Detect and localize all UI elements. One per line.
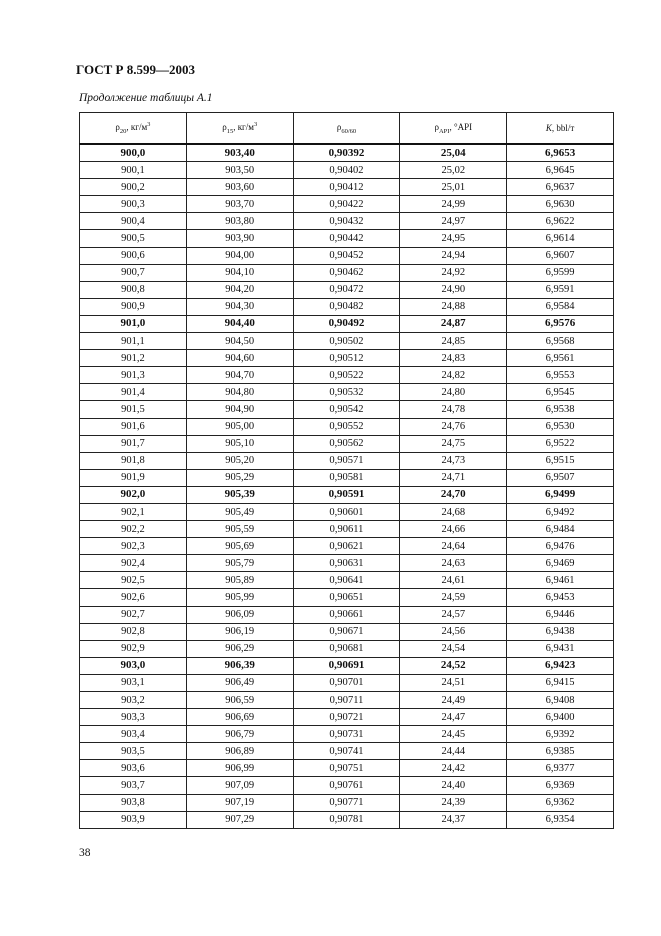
table-cell: 900,8 [80,281,187,298]
table-cell: 0,90512 [293,350,400,367]
table-cell: 24,52 [400,657,507,674]
table-cell: 24,76 [400,418,507,435]
page-number: 38 [79,847,91,859]
table-cell: 902,1 [80,503,187,520]
table-cell: 900,6 [80,247,187,264]
table-cell: 900,7 [80,264,187,281]
table-cell: 902,0 [80,486,187,503]
table-cell: 0,90532 [293,384,400,401]
table-cell: 905,89 [186,572,293,589]
table-cell: 905,20 [186,452,293,469]
table-row [80,486,614,503]
table-row [80,777,614,794]
table-cell: 0,90581 [293,469,400,486]
table-cell: 24,95 [400,230,507,247]
table-cell: 902,3 [80,538,187,555]
table-cell: 902,8 [80,623,187,640]
table-cell: 6,9622 [507,213,614,230]
table-cell: 6,9362 [507,794,614,811]
table-cell: 6,9484 [507,521,614,538]
table-cell: 24,40 [400,777,507,794]
table-cell: 6,9545 [507,384,614,401]
table-cell: 24,70 [400,486,507,503]
table-cell: 901,0 [80,315,187,332]
table-cell: 0,90681 [293,640,400,657]
table-caption: Продолжение таблицы А.1 [79,92,213,104]
table-cell: 6,9507 [507,469,614,486]
table-row [80,281,614,298]
table-cell: 0,90781 [293,811,400,828]
table-cell: 24,57 [400,606,507,623]
table-row [80,350,614,367]
column-symbol: ρ [222,122,227,133]
table-cell: 0,90631 [293,555,400,572]
table-cell: 24,71 [400,469,507,486]
table-cell: 0,90701 [293,674,400,691]
table-cell: 24,80 [400,384,507,401]
table-cell: 0,90761 [293,777,400,794]
table-cell: 905,39 [186,486,293,503]
table-cell: 0,90731 [293,726,400,743]
table-cell: 0,90571 [293,452,400,469]
table-cell: 906,99 [186,760,293,777]
table-cell: 24,63 [400,555,507,572]
table-cell: 905,00 [186,418,293,435]
table-cell: 24,82 [400,367,507,384]
table-cell: 6,9599 [507,264,614,281]
table-cell: 25,04 [400,144,507,162]
table-cell: 906,09 [186,606,293,623]
table-cell: 902,4 [80,555,187,572]
table-cell: 900,4 [80,213,187,230]
table-cell: 904,50 [186,333,293,350]
table-cell: 24,75 [400,435,507,452]
table-cell: 6,9645 [507,162,614,179]
table-cell: 0,90601 [293,503,400,520]
table-cell: 903,70 [186,196,293,213]
table-cell: 905,69 [186,538,293,555]
table-cell: 6,9438 [507,623,614,640]
table-cell: 901,3 [80,367,187,384]
table-cell: 903,4 [80,726,187,743]
column-symbol: K [545,123,552,133]
table-cell: 907,29 [186,811,293,828]
table-cell: 6,9515 [507,452,614,469]
table-cell: 904,20 [186,281,293,298]
column-subscript: API [438,127,450,135]
table-row [80,367,614,384]
table-cell: 904,10 [186,264,293,281]
table-cell: 6,9431 [507,640,614,657]
table-cell: 902,2 [80,521,187,538]
table-cell: 904,80 [186,384,293,401]
table-cell: 903,0 [80,657,187,674]
column-header [400,113,507,145]
table-cell: 906,79 [186,726,293,743]
table-row [80,401,614,418]
table-cell: 900,9 [80,298,187,315]
table-cell: 904,90 [186,401,293,418]
table-cell: 901,4 [80,384,187,401]
table-row [80,384,614,401]
table-row [80,811,614,828]
table-cell: 905,79 [186,555,293,572]
table-cell: 24,47 [400,709,507,726]
table-cell: 900,3 [80,196,187,213]
table-cell: 901,2 [80,350,187,367]
table-row [80,674,614,691]
table-cell: 25,01 [400,179,507,196]
table-row [80,298,614,315]
table-cell: 6,9369 [507,777,614,794]
table-cell: 0,90442 [293,230,400,247]
column-header [507,113,614,145]
table-cell: 905,99 [186,589,293,606]
table-row [80,521,614,538]
table-cell: 904,30 [186,298,293,315]
table-cell: 0,90661 [293,606,400,623]
table-cell: 902,5 [80,572,187,589]
table-cell: 24,87 [400,315,507,332]
table-cell: 24,64 [400,538,507,555]
table-cell: 6,9568 [507,333,614,350]
table-cell: 902,7 [80,606,187,623]
table-cell: 907,09 [186,777,293,794]
table-cell: 904,40 [186,315,293,332]
column-subscript: 20 [119,127,127,135]
table-cell: 0,90771 [293,794,400,811]
table-cell: 901,9 [80,469,187,486]
table-row [80,794,614,811]
table-cell: 0,90482 [293,298,400,315]
table-row [80,606,614,623]
table-cell: 903,9 [80,811,187,828]
column-unit: , кг/м [233,122,254,133]
table-cell: 6,9653 [507,144,614,162]
table-cell: 6,9553 [507,367,614,384]
table-cell: 903,8 [80,794,187,811]
column-unit: , кг/м [126,122,148,133]
table-cell: 0,90651 [293,589,400,606]
table-cell: 0,90691 [293,657,400,674]
table-row [80,469,614,486]
column-symbol: ρ [434,121,439,132]
table-cell: 0,90412 [293,179,400,196]
table-cell: 0,90721 [293,709,400,726]
column-unit: , °API [449,121,473,132]
table-cell: 6,9377 [507,760,614,777]
table-cell: 24,94 [400,247,507,264]
table-cell: 6,9385 [507,743,614,760]
table-cell: 24,59 [400,589,507,606]
table-row [80,435,614,452]
table-cell: 0,90611 [293,521,400,538]
table-cell: 24,51 [400,674,507,691]
table-cell: 24,66 [400,521,507,538]
table-row [80,144,614,162]
table-cell: 906,59 [186,692,293,709]
table-cell: 6,9354 [507,811,614,828]
table-row [80,162,614,179]
table-cell: 0,90741 [293,743,400,760]
table-cell: 6,9637 [507,179,614,196]
table-cell: 24,68 [400,503,507,520]
table-cell: 24,78 [400,401,507,418]
table-row [80,179,614,196]
table-cell: 24,49 [400,692,507,709]
table-cell: 902,9 [80,640,187,657]
table-row [80,743,614,760]
table-cell: 903,60 [186,179,293,196]
table-cell: 904,60 [186,350,293,367]
table-cell: 6,9476 [507,538,614,555]
table-cell: 900,2 [80,179,187,196]
table-row [80,213,614,230]
column-symbol: ρ [115,122,120,133]
table-cell: 900,5 [80,230,187,247]
table-cell: 6,9499 [507,486,614,503]
table-cell: 0,90671 [293,623,400,640]
table-cell: 6,9469 [507,555,614,572]
table-cell: 0,90492 [293,315,400,332]
table-cell: 901,6 [80,418,187,435]
table-cell: 0,90502 [293,333,400,350]
table-cell: 6,9415 [507,674,614,691]
table-cell: 25,02 [400,162,507,179]
table-cell: 903,2 [80,692,187,709]
table-header-row [80,113,614,145]
table-cell: 901,5 [80,401,187,418]
table-cell: 6,9584 [507,298,614,315]
table-cell: 0,90422 [293,196,400,213]
table-cell: 24,88 [400,298,507,315]
column-subscript: 15 [226,127,234,135]
table-row [80,247,614,264]
table-cell: 6,9461 [507,572,614,589]
table-cell: 0,90621 [293,538,400,555]
table-cell: 0,90711 [293,692,400,709]
table-cell: 903,40 [186,144,293,162]
table-cell: 6,9423 [507,657,614,674]
table-row [80,589,614,606]
table-cell: 6,9453 [507,589,614,606]
table-cell: 6,9538 [507,401,614,418]
table-cell: 6,9400 [507,709,614,726]
table-cell: 900,1 [80,162,187,179]
density-table [79,112,614,829]
column-header [80,113,187,145]
table-cell: 24,37 [400,811,507,828]
table-cell: 24,39 [400,794,507,811]
table-cell: 24,92 [400,264,507,281]
table-body [80,144,614,828]
table-row [80,572,614,589]
table-cell: 0,90432 [293,213,400,230]
table-cell: 901,1 [80,333,187,350]
table-cell: 0,90392 [293,144,400,162]
table-cell: 24,61 [400,572,507,589]
table-cell: 0,90641 [293,572,400,589]
table-cell: 906,69 [186,709,293,726]
table-cell: 904,00 [186,247,293,264]
table-cell: 0,90402 [293,162,400,179]
table-cell: 906,19 [186,623,293,640]
table-row [80,230,614,247]
table-cell: 6,9630 [507,196,614,213]
table-cell: 0,90591 [293,486,400,503]
table-row [80,640,614,657]
table-cell: 905,29 [186,469,293,486]
table-cell: 24,83 [400,350,507,367]
table-cell: 0,90522 [293,367,400,384]
document-title: ГОСТ Р 8.599—2003 [76,62,195,77]
table-cell: 901,8 [80,452,187,469]
table-cell: 906,49 [186,674,293,691]
table-row [80,264,614,281]
table-cell: 904,70 [186,367,293,384]
table-cell: 24,97 [400,213,507,230]
table-cell: 0,90462 [293,264,400,281]
table-cell: 6,9446 [507,606,614,623]
table-cell: 6,9522 [507,435,614,452]
table-row [80,196,614,213]
table-cell: 24,73 [400,452,507,469]
table-row [80,555,614,572]
table-row [80,623,614,640]
table-row [80,315,614,332]
table-cell: 6,9561 [507,350,614,367]
table-cell: 24,42 [400,760,507,777]
table-cell: 24,44 [400,743,507,760]
table-cell: 905,49 [186,503,293,520]
column-header [293,113,400,145]
table-cell: 0,90751 [293,760,400,777]
table-cell: 902,6 [80,589,187,606]
table-cell: 903,1 [80,674,187,691]
table-cell: 900,0 [80,144,187,162]
table-cell: 905,10 [186,435,293,452]
column-superscript: 3 [253,121,258,129]
table-row [80,726,614,743]
table-row [80,657,614,674]
table-row [80,452,614,469]
table-cell: 24,56 [400,623,507,640]
table-cell: 24,45 [400,726,507,743]
column-symbol: ρ [336,121,342,132]
table-cell: 0,90552 [293,418,400,435]
column-header [186,113,293,145]
table-cell: 903,7 [80,777,187,794]
table-cell: 905,59 [186,521,293,538]
table-row [80,709,614,726]
table-row [80,760,614,777]
table-row [80,538,614,555]
table-cell: 0,90452 [293,247,400,264]
table-cell: 906,39 [186,657,293,674]
table-cell: 24,99 [400,196,507,213]
table-row [80,333,614,350]
table-cell: 6,9530 [507,418,614,435]
table-cell: 24,85 [400,333,507,350]
table-cell: 903,50 [186,162,293,179]
table-cell: 6,9492 [507,503,614,520]
table-cell: 0,90472 [293,281,400,298]
table-cell: 903,80 [186,213,293,230]
column-unit: , bbl/т [551,123,575,133]
table-cell: 907,19 [186,794,293,811]
table-row [80,503,614,520]
table-cell: 903,3 [80,709,187,726]
table-row [80,692,614,709]
table-cell: 0,90542 [293,401,400,418]
table-cell: 6,9591 [507,281,614,298]
table-cell: 6,9607 [507,247,614,264]
table-row [80,418,614,435]
table-cell: 6,9576 [507,315,614,332]
table-cell: 901,7 [80,435,187,452]
table-cell: 903,90 [186,230,293,247]
table-cell: 6,9408 [507,692,614,709]
table-cell: 0,90562 [293,435,400,452]
column-subscript: 60/60 [341,127,357,135]
table-cell: 6,9392 [507,726,614,743]
table-cell: 24,54 [400,640,507,657]
table-cell: 903,6 [80,760,187,777]
table-cell: 906,29 [186,640,293,657]
table-cell: 903,5 [80,743,187,760]
table-cell: 6,9614 [507,230,614,247]
table-cell: 906,89 [186,743,293,760]
column-superscript: 3 [147,121,151,129]
table-cell: 24,90 [400,281,507,298]
